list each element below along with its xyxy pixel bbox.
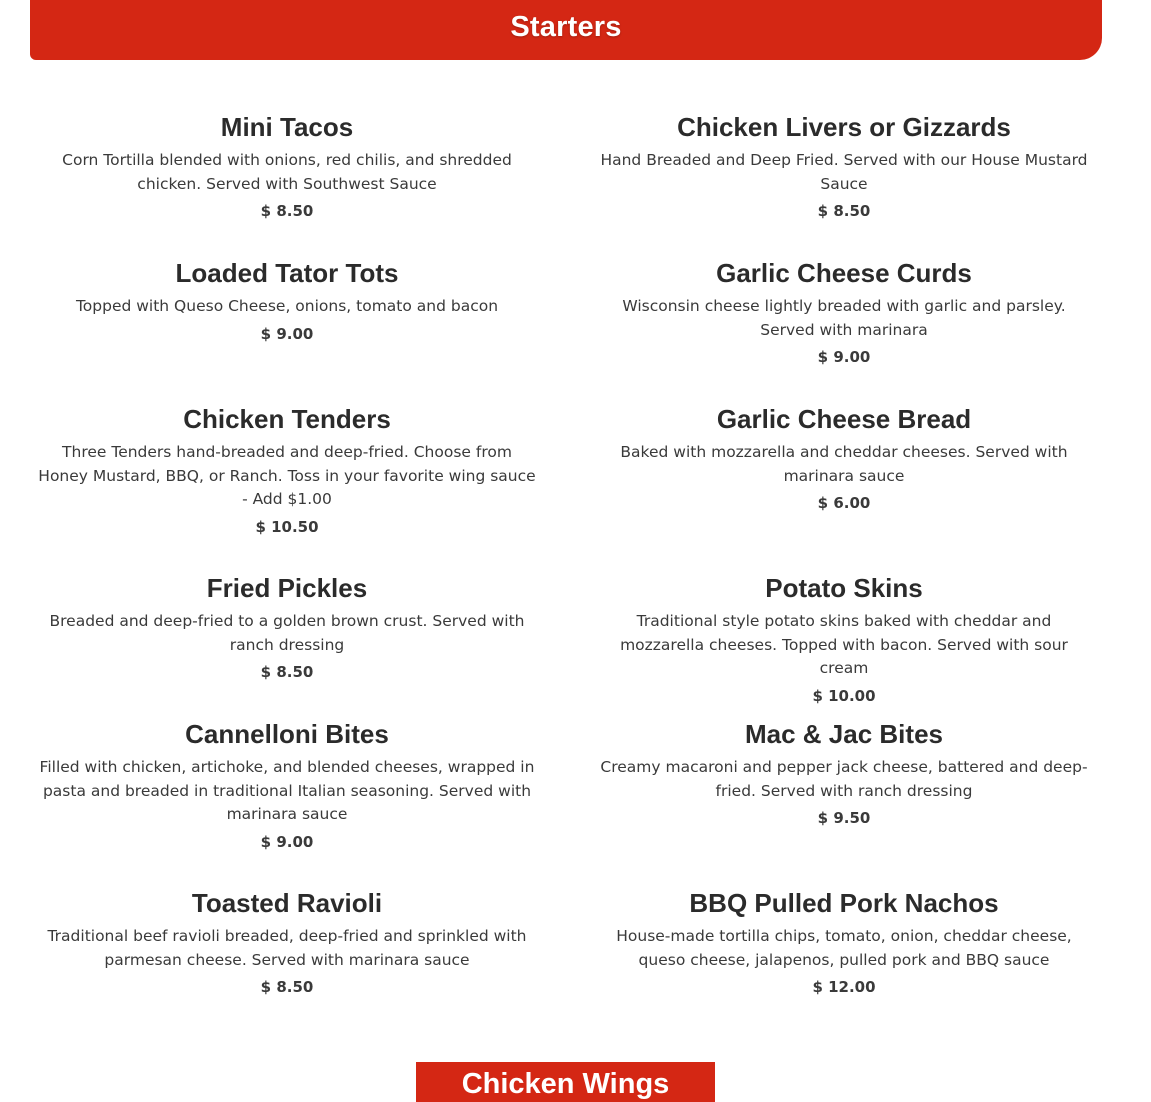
item-price: $ 9.50 <box>817 809 871 827</box>
item-name: Toasted Ravioli <box>191 888 383 918</box>
item-description: Three Tenders hand-breaded and deep-fried. Choose from Honey Mustard, BBQ, or Ranch. Toss in your favorite wing sauce - Add $1.00 <box>38 443 536 508</box>
item-name: Chicken Livers or Gizzards <box>677 112 1011 142</box>
starters-section-header <box>30 0 1102 60</box>
menu-item <box>594 404 1094 513</box>
item-price: $ 9.00 <box>260 324 314 343</box>
chicken-wings-section-header <box>416 1062 715 1102</box>
section-title: Starters <box>510 10 622 43</box>
menu-item <box>36 258 538 344</box>
item-price: $ 8.50 <box>260 202 314 220</box>
item-name: Potato Skins <box>765 573 923 603</box>
item-price: $ 6.00 <box>817 494 871 512</box>
item-name: Loaded Tator Tots <box>175 258 399 288</box>
item-price: $ 8.50 <box>260 978 314 996</box>
item-price: $ 8.50 <box>817 202 871 220</box>
item-name: Cannelloni Bites <box>185 719 389 749</box>
item-description: Creamy macaroni and pepper jack cheese, battered and deep-fried. Served with ranch dressing <box>600 758 1088 800</box>
item-name: Chicken Tenders <box>183 404 391 434</box>
menu-item <box>594 258 1094 367</box>
item-description: House-made tortilla chips, tomato, onion, cheddar cheese, queso cheese, jalapenos, pulled pork and BBQ sauce <box>616 927 1072 969</box>
item-name: Garlic Cheese Curds <box>716 258 972 288</box>
menu-item <box>594 112 1094 221</box>
item-description: Baked with mozzarella and cheddar cheeses. Served with marinara sauce <box>620 443 1068 485</box>
menu-item <box>36 404 538 537</box>
menu-item <box>36 573 538 682</box>
item-price: $ 8.50 <box>260 663 314 681</box>
item-description: Hand Breaded and Deep Fried. Served with our House Mustard Sauce <box>600 151 1088 193</box>
next-section-title: Chicken Wings <box>461 1068 670 1100</box>
item-price: $ 10.50 <box>255 517 319 536</box>
item-price: $ 12.00 <box>812 978 876 996</box>
item-name: Fried Pickles <box>206 573 368 603</box>
item-description: Topped with Queso Cheese, onions, tomato and bacon <box>75 297 499 315</box>
item-description: Breaded and deep-fried to a golden brown crust. Served with ranch dressing <box>49 612 525 654</box>
item-description: Traditional style potato skins baked with cheddar and mozzarella cheeses. Topped with bacon. Served with sour cream <box>620 612 1068 677</box>
item-name: BBQ Pulled Pork Nachos <box>689 888 999 918</box>
menu-item <box>36 112 538 221</box>
item-description: Filled with chicken, artichoke, and blended cheeses, wrapped in pasta and breaded in traditional Italian seasoning. Served with marinara sauce <box>39 758 535 823</box>
item-price: $ 9.00 <box>817 348 871 366</box>
item-price: $ 10.00 <box>812 686 876 705</box>
item-description: Wisconsin cheese lightly breaded with garlic and parsley. Served with marinara <box>622 297 1066 339</box>
item-name: Mini Tacos <box>220 112 354 142</box>
menu-item <box>594 573 1094 706</box>
menu-item <box>36 719 538 852</box>
item-description: Corn Tortilla blended with onions, red chilis, and shredded chicken. Served with Southwest Sauce <box>62 151 512 193</box>
item-name: Garlic Cheese Bread <box>716 404 972 434</box>
menu-item <box>594 888 1094 997</box>
item-description: Traditional beef ravioli breaded, deep-fried and sprinkled with parmesan cheese. Served with marinara sauce <box>47 927 527 969</box>
menu-item <box>594 719 1094 828</box>
menu-item <box>36 888 538 997</box>
item-price: $ 9.00 <box>260 832 314 851</box>
item-name: Mac & Jac Bites <box>745 719 943 749</box>
